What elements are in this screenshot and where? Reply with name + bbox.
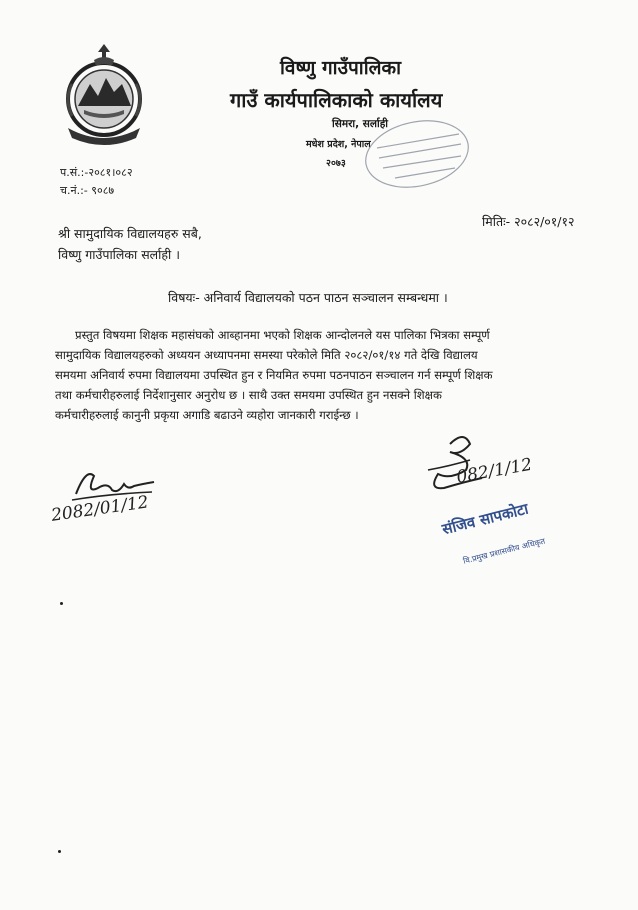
signatory-title-stamp: वि.प्रमुख प्रशासकीय अधिकृत: [462, 536, 547, 566]
body-line: प्रस्तुत विषयमा शिक्षक महासंघको आब्हानमा भएको शिक्षक आन्दोलनले यस पालिका भित्रका सम्पूर्ण: [75, 328, 490, 342]
body-paragraph: [55, 325, 610, 425]
reference-number: प.सं.:-२०८१।०८२: [60, 166, 133, 179]
office-stamp: [355, 118, 473, 190]
body-line: सामुदायिक विद्यालयहरुको अध्ययन अध्यापनमा समस्या परेकोले मिति २०८२/०१/१४ गते देखि विद्यालय: [55, 348, 478, 362]
subject-line: विषयः- अनिवार्य विद्यालयको पठन पाठन सञ्चालन सम्बन्धमा ।: [168, 290, 448, 305]
right-signature-date: 082/1/12: [455, 454, 534, 488]
letter-date: मितिः- २०८२/०१/१२: [482, 214, 575, 229]
signatory-name-stamp: संजिव सापकोटा: [440, 499, 531, 539]
nepal-government-emblem-icon: [54, 44, 154, 148]
left-signature-date: 2082/01/12: [50, 492, 150, 526]
addressee-line-2: विष्णु गाउँपालिका सर्लाही ।: [58, 247, 180, 262]
body-line: कर्मचारीहरुलाई कानुनी प्रकृया अगाडि बढाउने व्यहोरा जानकारी गराईन्छ ।: [55, 408, 359, 422]
body-line: तथा कर्मचारीहरुलाई निर्देशानुसार अनुरोध छ । साथै उक्त समयमा उपस्थित हुन नसक्ने शिक्षक: [55, 388, 442, 402]
address-line-1: सिमरा, सर्लाही: [332, 118, 388, 130]
address-line-2: मधेश प्रदेश, नेपाल: [306, 139, 371, 150]
stray-mark: [58, 850, 61, 853]
stray-mark: [60, 602, 63, 605]
dispatch-number: च.नं.:- ९०८७: [60, 184, 115, 197]
office-name: गाउँ कार्यपालिकाको कार्यालय: [230, 88, 443, 112]
body-line: समयमा अनिवार्य रुपमा विद्यालयमा उपस्थित हुन र नियमित रुपमा पठनपाठन सञ्चालन गर्न सम्पूर्ण शिक्षक: [55, 368, 493, 382]
address-line-3: २०७३: [326, 158, 346, 169]
organization-name: विष्णु गाउँपालिका: [280, 57, 402, 79]
addressee-line-1: श्री सामुदायिक विद्यालयहरु सबै,: [58, 226, 202, 241]
